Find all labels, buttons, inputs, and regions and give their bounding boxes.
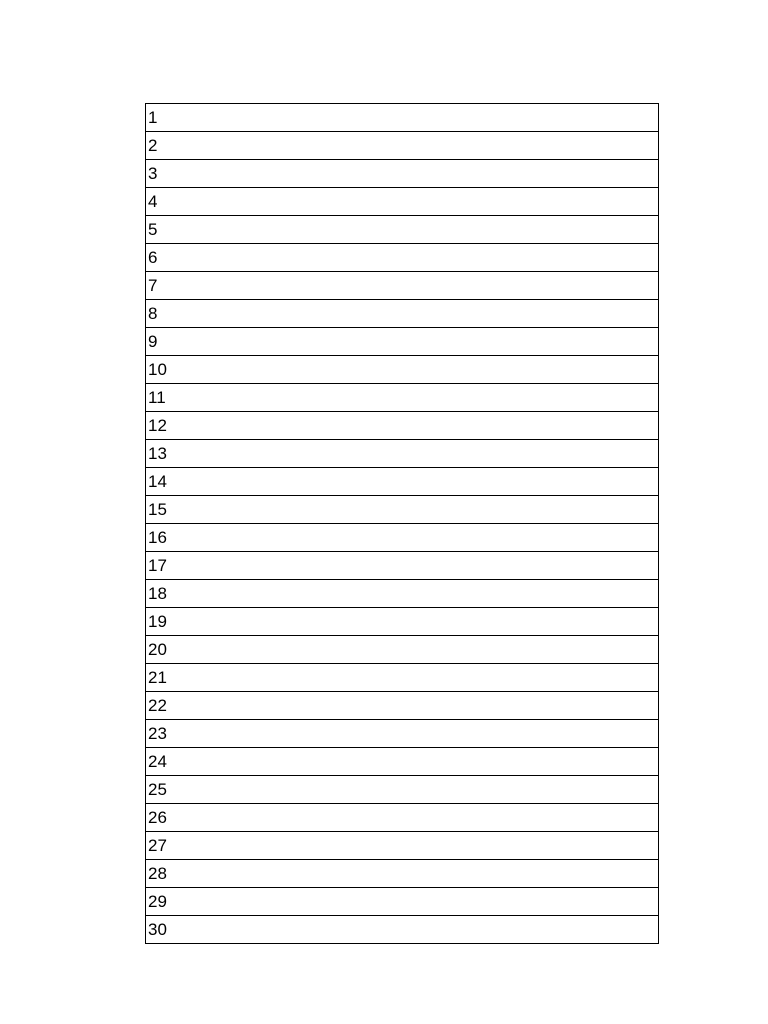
table-row — [146, 804, 659, 832]
table-row — [146, 748, 659, 776]
row-number-cell: 13 — [146, 440, 659, 468]
table-row — [146, 776, 659, 804]
row-number-cell: 24 — [146, 748, 659, 776]
row-number-cell: 22 — [146, 692, 659, 720]
table-body — [146, 104, 659, 944]
table-row — [146, 692, 659, 720]
table-row — [146, 188, 659, 216]
row-number-cell: 5 — [146, 216, 659, 244]
table-row — [146, 468, 659, 496]
row-number-cell: 18 — [146, 580, 659, 608]
row-number-cell: 14 — [146, 468, 659, 496]
row-number-cell: 7 — [146, 272, 659, 300]
table-row — [146, 300, 659, 328]
row-number-cell: 9 — [146, 328, 659, 356]
table-row — [146, 496, 659, 524]
table-row — [146, 608, 659, 636]
row-number-cell: 1 — [146, 104, 659, 132]
table-row — [146, 272, 659, 300]
row-number-cell: 25 — [146, 776, 659, 804]
row-number-cell: 11 — [146, 384, 659, 412]
row-number-cell: 23 — [146, 720, 659, 748]
table-row — [146, 160, 659, 188]
row-number-cell: 26 — [146, 804, 659, 832]
table-row — [146, 132, 659, 160]
row-number-cell: 21 — [146, 664, 659, 692]
row-number-cell: 3 — [146, 160, 659, 188]
table-row — [146, 216, 659, 244]
row-number-cell: 27 — [146, 832, 659, 860]
table-row — [146, 244, 659, 272]
row-number-cell: 10 — [146, 356, 659, 384]
row-number-cell: 28 — [146, 860, 659, 888]
row-number-cell: 16 — [146, 524, 659, 552]
row-number-cell: 12 — [146, 412, 659, 440]
table-row — [146, 832, 659, 860]
table-row — [146, 888, 659, 916]
table-row — [146, 356, 659, 384]
table-row — [146, 580, 659, 608]
table-row — [146, 860, 659, 888]
table-row — [146, 636, 659, 664]
row-number-cell: 19 — [146, 608, 659, 636]
numbered-lines-table — [145, 103, 659, 944]
table-row — [146, 412, 659, 440]
row-number-cell: 30 — [146, 916, 659, 944]
table-row — [146, 328, 659, 356]
row-number-cell: 17 — [146, 552, 659, 580]
row-number-cell: 29 — [146, 888, 659, 916]
row-number-cell: 2 — [146, 132, 659, 160]
table-row — [146, 664, 659, 692]
table-row — [146, 440, 659, 468]
table-row — [146, 384, 659, 412]
row-number-cell: 20 — [146, 636, 659, 664]
table-row — [146, 524, 659, 552]
table-row — [146, 552, 659, 580]
row-number-cell: 8 — [146, 300, 659, 328]
table-row — [146, 104, 659, 132]
table-row — [146, 916, 659, 944]
row-number-cell: 15 — [146, 496, 659, 524]
row-number-cell: 4 — [146, 188, 659, 216]
row-number-cell: 6 — [146, 244, 659, 272]
table-row — [146, 720, 659, 748]
